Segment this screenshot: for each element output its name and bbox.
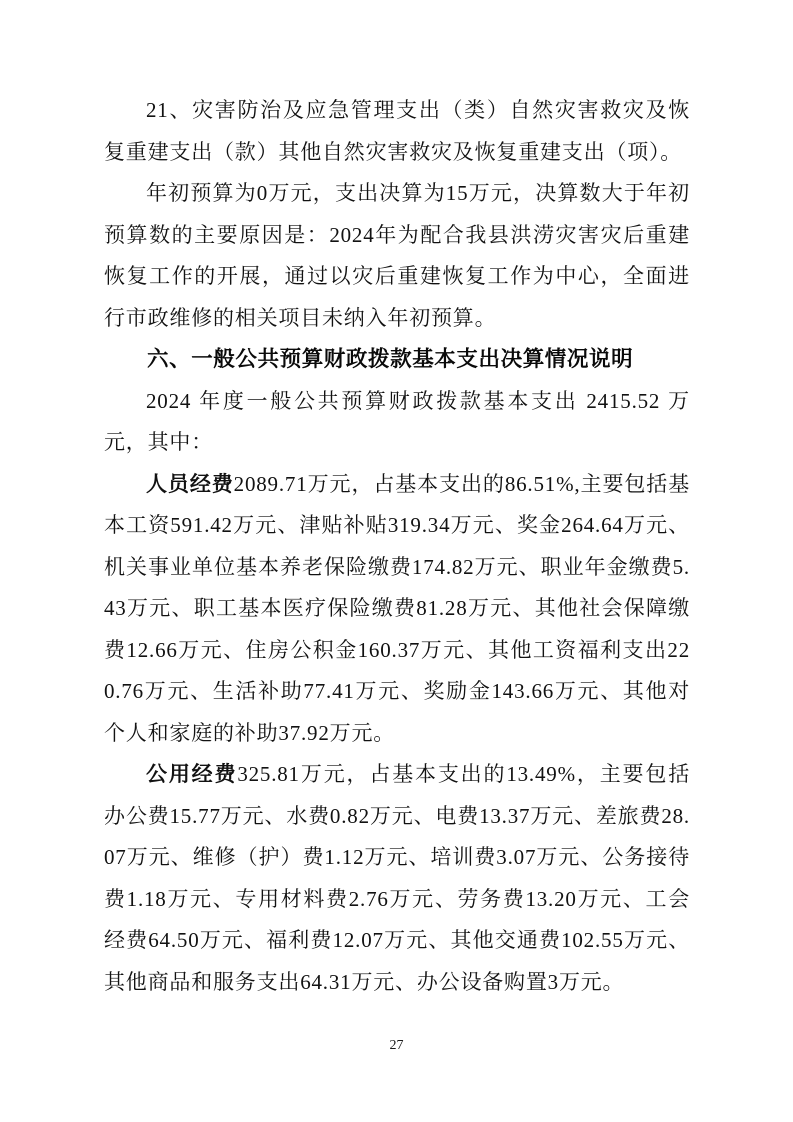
document-body [104,90,690,1003]
public-funds-lead: 公用经费 [146,762,238,786]
page-number: 27 [389,1038,404,1053]
paragraph-item21-reason: 年初预算为0万元，支出决算为15万元，决算数大于年初预算数的主要原因是：2024年为配合我县洪涝灾害灾后重建恢复工作的开展，通过以灾后重建恢复工作为中心，全面进行市政维修的相关项目未纳入年初预算。 [104,181,690,330]
personnel-expense-lead: 人员经费 [146,471,234,496]
paragraph-personnel-expense [104,464,690,755]
section6-heading: 六、一般公共预算财政拨款基本支出决算情况说明 [147,347,634,371]
personnel-expense-detail: 2089.71万元，占基本支出的86.51%,主要包括基本工资591.42万元、津贴补贴319.34万元、奖金264.64万元、机关事业单位基本养老保险缴费174.82万元、职业年金缴费5.43万元、职工基本医疗保险缴费81.28万元、其他社会保障缴费12.66万元、住房公积金160.37万元、其他工资福利支出220.76万元、生活补助77.41万元、奖励金143.66万元、其他对个人和家庭的补助37.92万元。 [104,471,690,745]
paragraph-public-funds-expense [104,754,690,1003]
paragraph-item21-title: 21、灾害防治及应急管理支出（类）自然灾害救灾及恢复重建支出（款）其他自然灾害救灾及恢复重建支出（项）。 [104,98,690,164]
public-funds-detail: 325.81万元，占基本支出的13.49%，主要包括办公费15.77万元、水费0.82万元、电费13.37万元、差旅费28.07万元、维修（护）费1.12万元、培训费3.07万元、公务接待费1.18万元、专用材料费2.76万元、劳务费13.20万元、工会经费64.50万元、福利费12.07万元、其他交通费102.55万元、其他商品和服务支出64.31万元、办公设备购置3万元。 [104,762,690,994]
paragraph-basic-expense-total: 2024 年度一般公共预算财政拨款基本支出 2415.52 万元，其中： [104,388,690,454]
